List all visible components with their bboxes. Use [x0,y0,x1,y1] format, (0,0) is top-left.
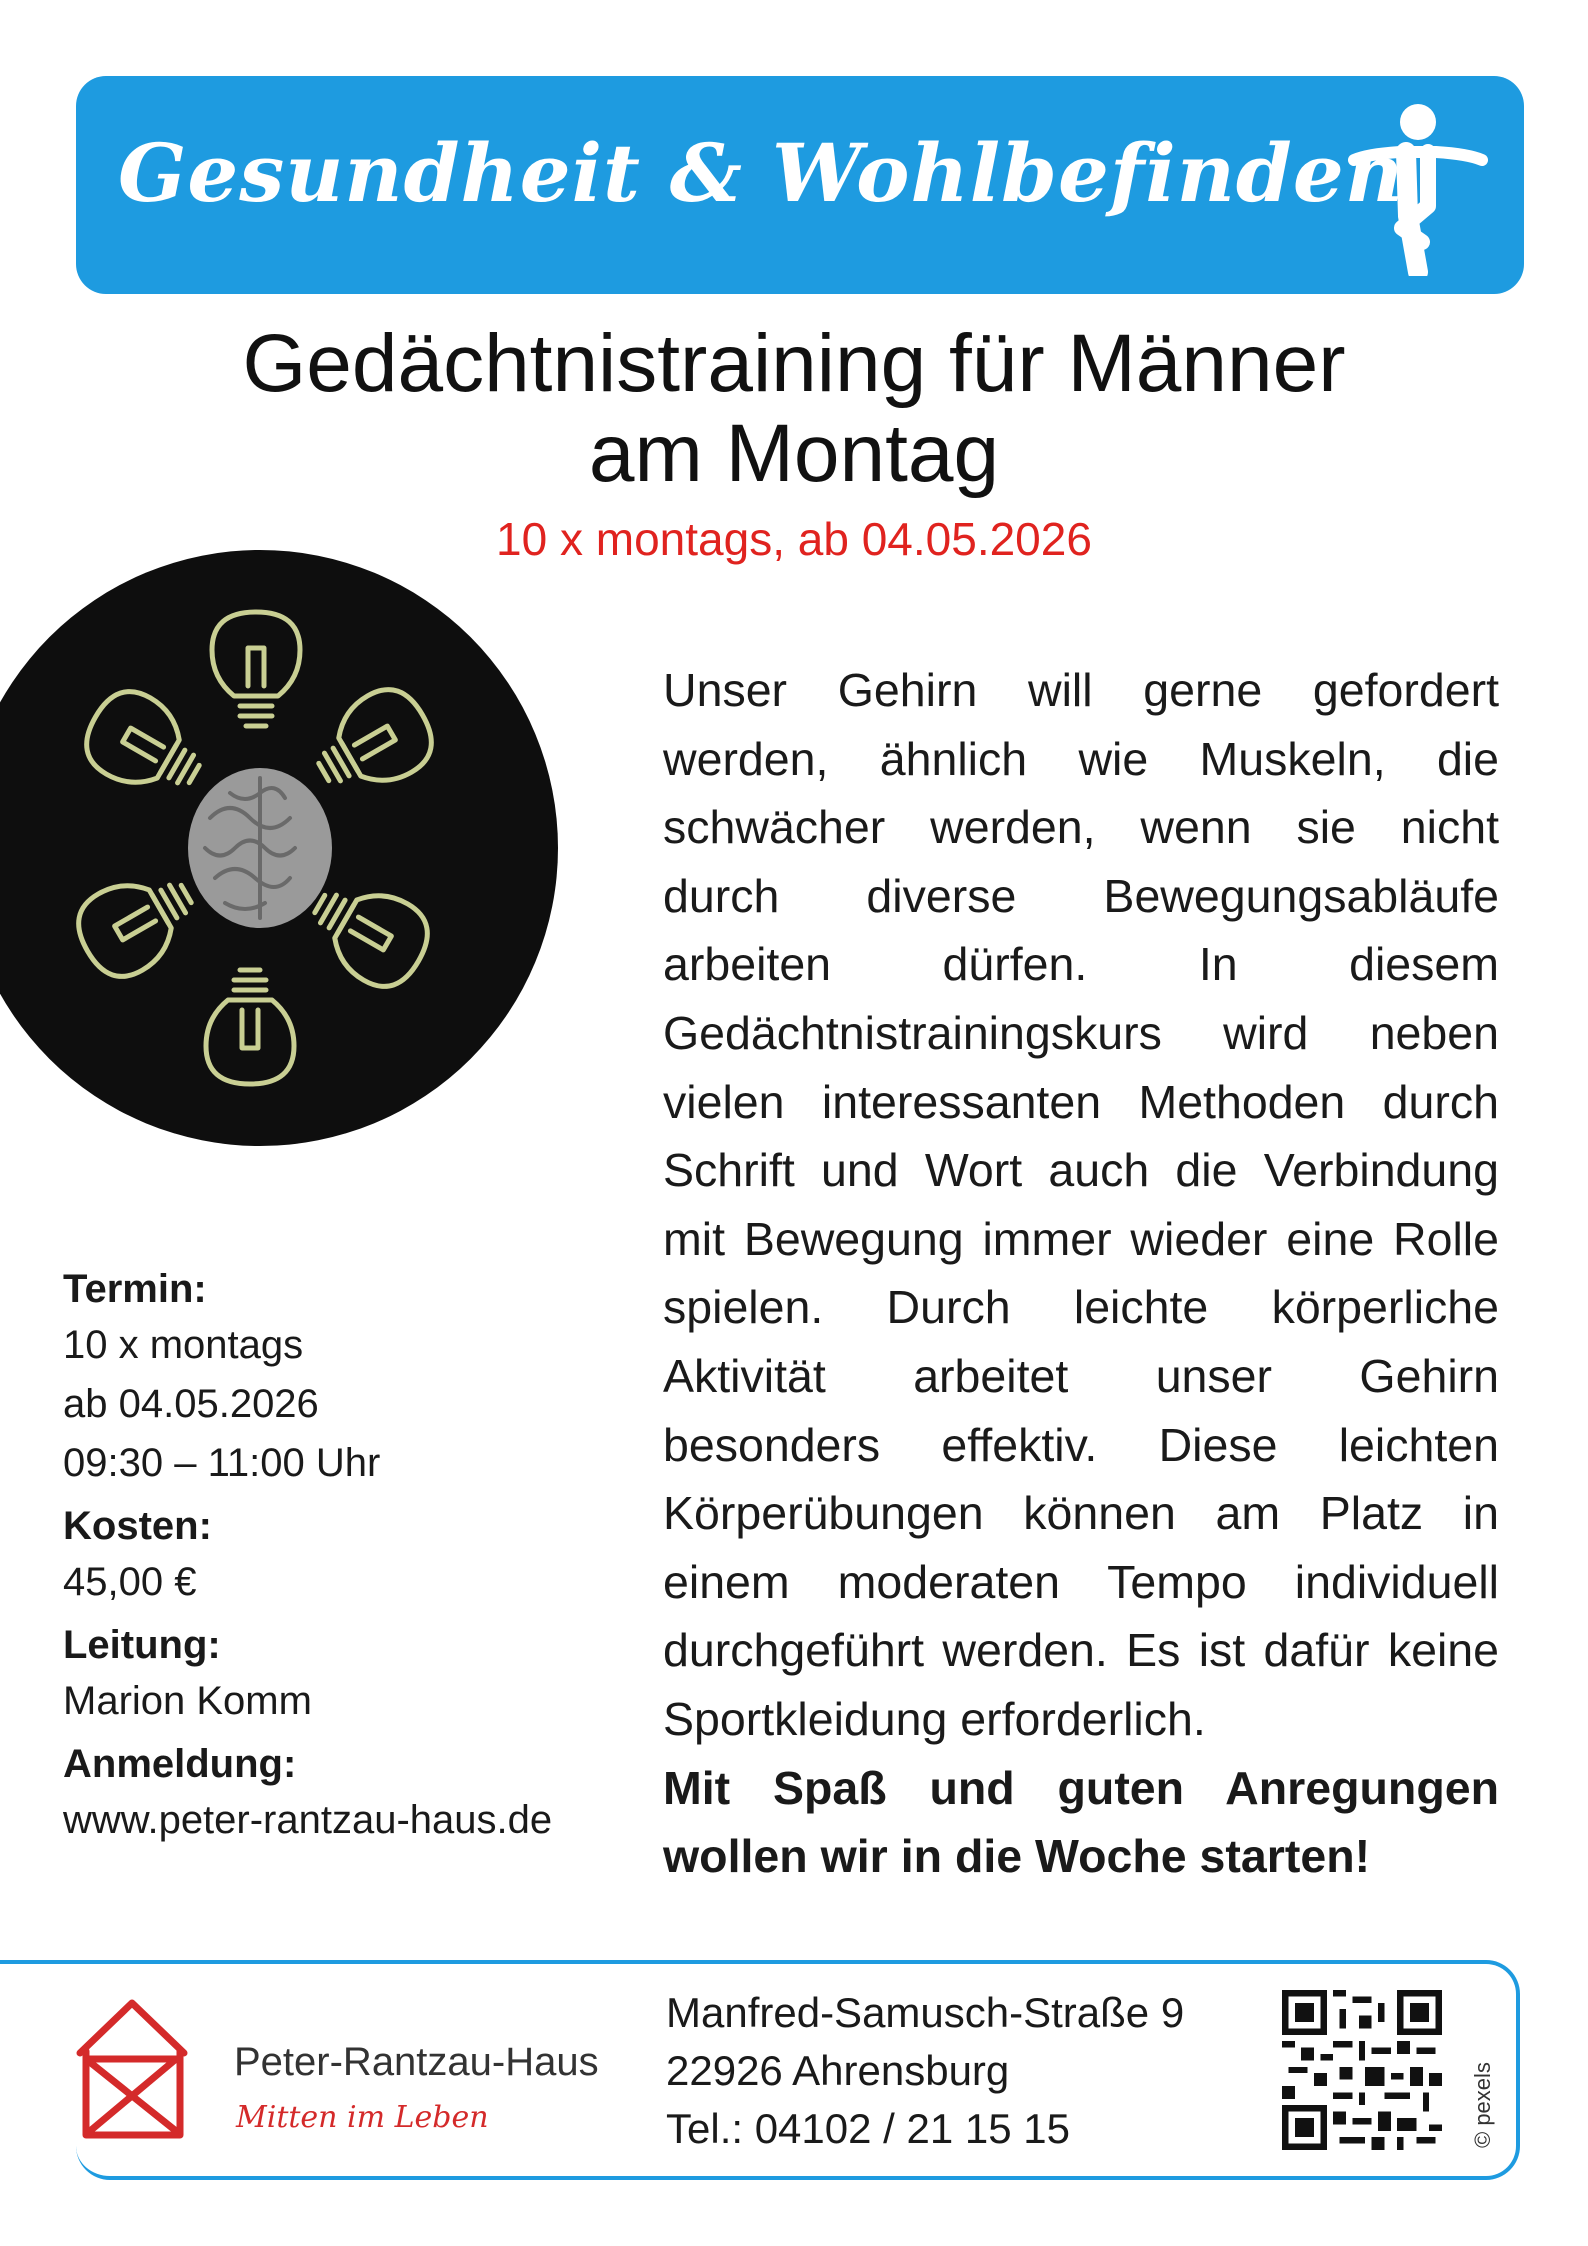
page-title-line-1: Gedächtnistraining für Männer [242,318,1346,409]
leitung-value: Marion Komm [63,1679,312,1723]
phone-number: Tel.: 04102 / 21 15 15 [666,2105,1070,2152]
course-info [63,1262,623,1856]
subtitle: 10 x montags, ab 04.05.2026 [496,513,1092,565]
contact-address [666,1984,1184,2158]
person-stretching-icon [1348,96,1488,276]
org-name: Peter-Rantzau-Haus [234,2040,599,2084]
termin-line-3: 09:30 – 11:00 Uhr [63,1441,381,1485]
address-street: Manfred-Samusch-Straße 9 [666,1989,1185,2036]
house-logo-icon [72,1995,192,2145]
anmeldung-label: Anmeldung: [63,1742,297,1786]
termin-line-1: 10 x montags [63,1323,304,1367]
kosten-value: 45,00 € [63,1560,197,1604]
page-title-line-2: am Montag [588,408,1000,499]
anmeldung-link[interactable]: www.peter-rantzau-haus.de [63,1798,553,1842]
address-city: 22926 Ahrensburg [666,2047,1010,2094]
brain-lightbulbs-photo [0,548,560,1148]
qr-code-icon[interactable] [1282,1990,1442,2150]
header-banner [76,76,1524,294]
banner-title: Gesundheit & Wohlbefinden [118,126,1404,220]
photo-credit: © pexels [1470,2062,1495,2148]
leitung-label: Leitung: [63,1623,221,1667]
description-paragraph: Unser Gehirn will gerne gefordert werden, ähnlich wie Muskeln, die schwächer werden, wenn sie nicht durch diverse Bewegungsabläufe arbeiten dürfen. In diesem Gedächtnistrainingskurs wird neben vielen interessanten Methoden durch Schrift und Wort auch die Verbindung mit Bewegung immer wieder eine Rolle spielen. Durch leichte körperliche Aktivität arbeitet unser Gehirn besonders effektiv. Diese leichten Körperübungen können am Platz in einem moderaten Tempo individuell durchgeführt werden. Es ist dafür keine Sportkleidung erforderlich. [663,664,1499,1745]
termin-line-2: ab 04.05.2026 [63,1382,319,1426]
kosten-label: Kosten: [63,1504,212,1548]
description-text [663,656,1499,1891]
termin-label: Termin: [63,1267,207,1311]
org-tagline: Mitten im Leben [236,2100,489,2135]
description-closing: Mit Spaß und guten Anregungen wollen wir in die Woche starten! [663,1761,1499,1883]
